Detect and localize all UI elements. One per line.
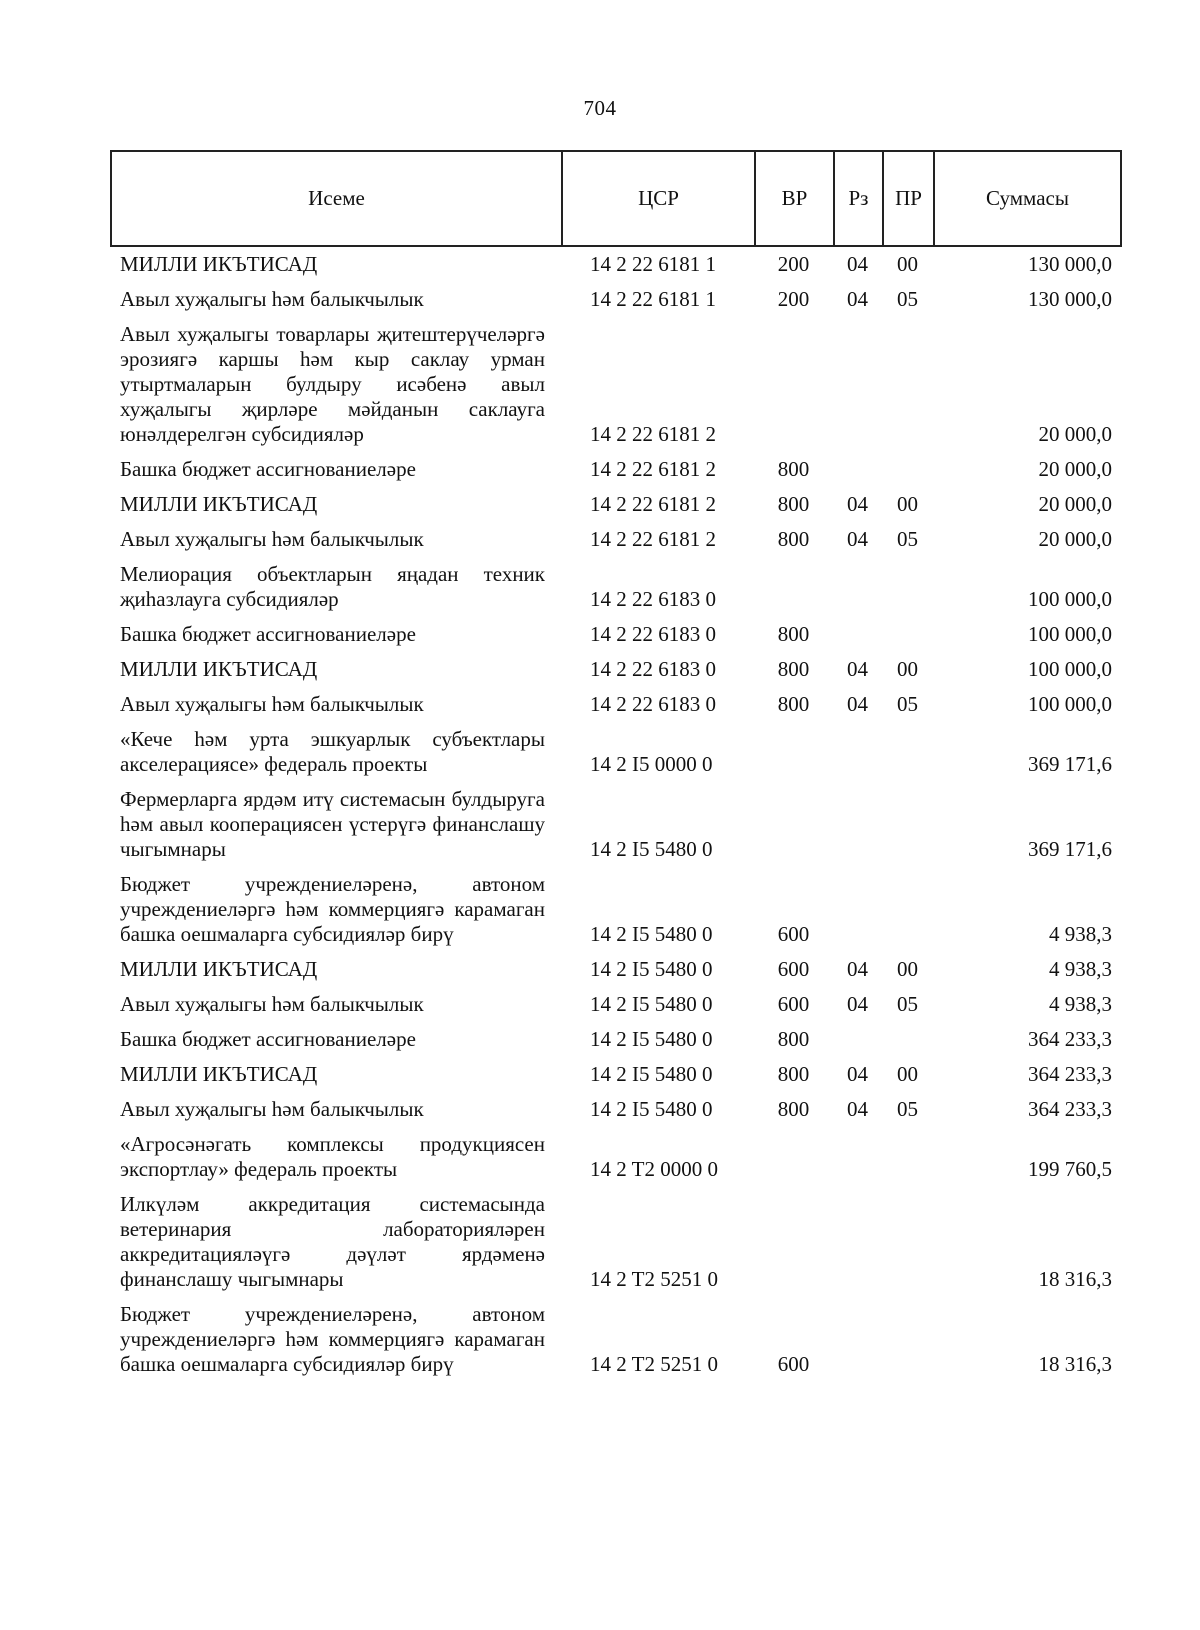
column-header-pr: ПР — [882, 152, 933, 245]
column-header-rz: Рз — [833, 152, 882, 245]
cell-rz: 04 — [847, 992, 868, 1016]
cell-csr: 14 2 22 6181 1 — [590, 252, 716, 276]
table-row — [110, 287, 1122, 312]
cell-name: МИЛЛИ ИКЪТИСАД — [120, 957, 318, 981]
table-row — [110, 657, 1122, 682]
cell-pr: 00 — [897, 657, 918, 681]
cell-csr: 14 2 I5 5480 0 — [590, 992, 713, 1016]
cell-rz: 04 — [847, 527, 868, 551]
cell-csr: 14 2 T2 5251 0 — [590, 1352, 718, 1376]
cell-name: Фермерларга ярдәм итү системасын булдыруга һәм авыл кооперациясен үстерүгә финанслашу чыгымнары — [120, 787, 545, 861]
cell-sum: 130 000,0 — [1028, 252, 1112, 276]
cell-sum: 364 233,3 — [1028, 1062, 1112, 1086]
table-row — [110, 1302, 1122, 1377]
column-header-vr: ВР — [754, 152, 833, 245]
table-row — [110, 957, 1122, 982]
cell-sum: 20 000,0 — [1038, 527, 1112, 551]
table-row — [110, 622, 1122, 647]
cell-csr: 14 2 22 6183 0 — [590, 657, 716, 681]
cell-csr: 14 2 T2 0000 0 — [590, 1157, 718, 1181]
cell-name: Авыл хуҗалыгы һәм балыкчылык — [120, 1097, 424, 1121]
cell-pr: 05 — [897, 992, 918, 1016]
cell-sum: 4 938,3 — [1049, 922, 1112, 946]
table-body — [110, 248, 1122, 1387]
table-row — [110, 692, 1122, 717]
cell-pr: 05 — [897, 1097, 918, 1121]
cell-csr: 14 2 I5 5480 0 — [590, 837, 713, 861]
page-number: 704 — [583, 96, 617, 120]
cell-name: МИЛЛИ ИКЪТИСАД — [120, 492, 318, 516]
cell-csr: 14 2 I5 5480 0 — [590, 1062, 713, 1086]
table-row — [110, 1062, 1122, 1087]
cell-csr: 14 2 22 6183 0 — [590, 692, 716, 716]
cell-vr: 800 — [777, 692, 810, 716]
cell-vr: 600 — [777, 1352, 810, 1376]
cell-name: Авыл хуҗалыгы һәм балыкчылык — [120, 287, 424, 311]
cell-rz: 04 — [847, 657, 868, 681]
table-header — [110, 150, 1122, 247]
cell-name: Мелиорация объектларын яңадан техник җиһазлауга субсидияләр — [120, 562, 545, 611]
cell-name: Башка бюджет ассигнованиеләре — [120, 622, 416, 646]
cell-pr: 00 — [897, 252, 918, 276]
cell-vr: 800 — [777, 1027, 810, 1051]
cell-name: Авыл хуҗалыгы һәм балыкчылык — [120, 527, 424, 551]
cell-sum: 100 000,0 — [1028, 657, 1112, 681]
cell-sum: 18 316,3 — [1038, 1352, 1112, 1376]
cell-vr: 800 — [777, 1062, 810, 1086]
cell-csr: 14 2 22 6183 0 — [590, 622, 716, 646]
cell-name: Авыл хуҗалыгы һәм балыкчылык — [120, 992, 424, 1016]
table-row — [110, 527, 1122, 552]
cell-vr: 800 — [777, 457, 810, 481]
cell-pr: 05 — [897, 527, 918, 551]
cell-vr: 200 — [777, 252, 810, 276]
cell-vr: 200 — [777, 287, 810, 311]
cell-csr: 14 2 I5 5480 0 — [590, 1097, 713, 1121]
cell-name: Илкүләм аккредитация системасында ветеринария лабораторияләрен аккредитацияләүгә дәүләт ярдәменә финанслашу чыгымнары — [120, 1192, 545, 1291]
cell-sum: 369 171,6 — [1028, 752, 1112, 776]
cell-vr: 600 — [777, 922, 810, 946]
cell-name: МИЛЛИ ИКЪТИСАД — [120, 657, 318, 681]
cell-vr: 800 — [777, 492, 810, 516]
cell-rz: 04 — [847, 1062, 868, 1086]
cell-pr: 05 — [897, 692, 918, 716]
cell-rz: 04 — [847, 287, 868, 311]
cell-rz: 04 — [847, 252, 868, 276]
cell-sum: 4 938,3 — [1049, 992, 1112, 1016]
cell-csr: 14 2 I5 5480 0 — [590, 957, 713, 981]
cell-pr: 00 — [897, 1062, 918, 1086]
cell-sum: 18 316,3 — [1038, 1267, 1112, 1291]
table-row — [110, 457, 1122, 482]
column-header-name: Исеме — [110, 152, 561, 245]
cell-sum: 4 938,3 — [1049, 957, 1112, 981]
cell-sum: 20 000,0 — [1038, 422, 1112, 446]
cell-sum: 100 000,0 — [1028, 587, 1112, 611]
cell-pr: 05 — [897, 287, 918, 311]
cell-vr: 600 — [777, 992, 810, 1016]
cell-vr: 800 — [777, 657, 810, 681]
cell-name: МИЛЛИ ИКЪТИСАД — [120, 1062, 318, 1086]
cell-sum: 100 000,0 — [1028, 692, 1112, 716]
table-row — [110, 562, 1122, 612]
column-header-csr: ЦСР — [561, 152, 754, 245]
cell-csr: 14 2 22 6181 1 — [590, 287, 716, 311]
table-row — [110, 252, 1122, 277]
cell-rz: 04 — [847, 957, 868, 981]
cell-vr: 800 — [777, 622, 810, 646]
cell-name: Башка бюджет ассигнованиеләре — [120, 1027, 416, 1051]
table-row — [110, 1192, 1122, 1292]
cell-sum: 20 000,0 — [1038, 457, 1112, 481]
cell-name: Авыл хуҗалыгы товарлары җитештерүчеләргә эрозиягә каршы һәм кыр саклау урман утыртмаларын булдыру исәбенә авыл хуҗалыгы җирләре мәйданын саклауга юнәлдерелгән субсидияләр — [120, 322, 545, 446]
cell-csr: 14 2 22 6181 2 — [590, 492, 716, 516]
cell-name: Бюджет учреждениеләренә, автоном учреждениеләргә һәм коммерциягә карамаган башка оешмаларга субсидияләр бирү — [120, 1302, 545, 1376]
cell-csr: 14 2 I5 0000 0 — [590, 752, 713, 776]
cell-sum: 20 000,0 — [1038, 492, 1112, 516]
cell-pr: 00 — [897, 957, 918, 981]
cell-name: Башка бюджет ассигнованиеләре — [120, 457, 416, 481]
table-row — [110, 727, 1122, 777]
cell-rz: 04 — [847, 492, 868, 516]
cell-sum: 364 233,3 — [1028, 1027, 1112, 1051]
cell-vr: 600 — [777, 957, 810, 981]
cell-vr: 800 — [777, 527, 810, 551]
cell-csr: 14 2 22 6181 2 — [590, 457, 716, 481]
cell-rz: 04 — [847, 692, 868, 716]
cell-sum: 199 760,5 — [1028, 1157, 1112, 1181]
cell-name: Бюджет учреждениеләренә, автоном учреждениеләргә һәм коммерциягә карамаган башка оешмаларга субсидияләр бирү — [120, 872, 545, 946]
table-row — [110, 992, 1122, 1017]
table-row — [110, 1132, 1122, 1182]
cell-sum: 130 000,0 — [1028, 287, 1112, 311]
cell-sum: 369 171,6 — [1028, 837, 1112, 861]
table-row — [110, 322, 1122, 447]
table-row — [110, 492, 1122, 517]
cell-csr: 14 2 22 6181 2 — [590, 422, 716, 446]
cell-rz: 04 — [847, 1097, 868, 1121]
table-row — [110, 1027, 1122, 1052]
cell-csr: 14 2 I5 5480 0 — [590, 1027, 713, 1051]
cell-name: «Агросәнәгать комплексы продукциясен экспортлау» федераль проекты — [120, 1132, 545, 1181]
cell-csr: 14 2 22 6181 2 — [590, 527, 716, 551]
cell-csr: 14 2 I5 5480 0 — [590, 922, 713, 946]
table-row — [110, 1097, 1122, 1122]
table-row — [110, 872, 1122, 947]
cell-sum: 364 233,3 — [1028, 1097, 1112, 1121]
cell-name: МИЛЛИ ИКЪТИСАД — [120, 252, 318, 276]
cell-vr: 800 — [777, 1097, 810, 1121]
cell-pr: 00 — [897, 492, 918, 516]
cell-name: Авыл хуҗалыгы һәм балыкчылык — [120, 692, 424, 716]
cell-sum: 100 000,0 — [1028, 622, 1112, 646]
cell-csr: 14 2 T2 5251 0 — [590, 1267, 718, 1291]
table-row — [110, 787, 1122, 862]
column-header-sum: Суммасы — [933, 152, 1122, 245]
cell-csr: 14 2 22 6183 0 — [590, 587, 716, 611]
cell-name: «Кече һәм урта эшкуарлык субъектлары акселерациясе» федераль проекты — [120, 727, 545, 776]
